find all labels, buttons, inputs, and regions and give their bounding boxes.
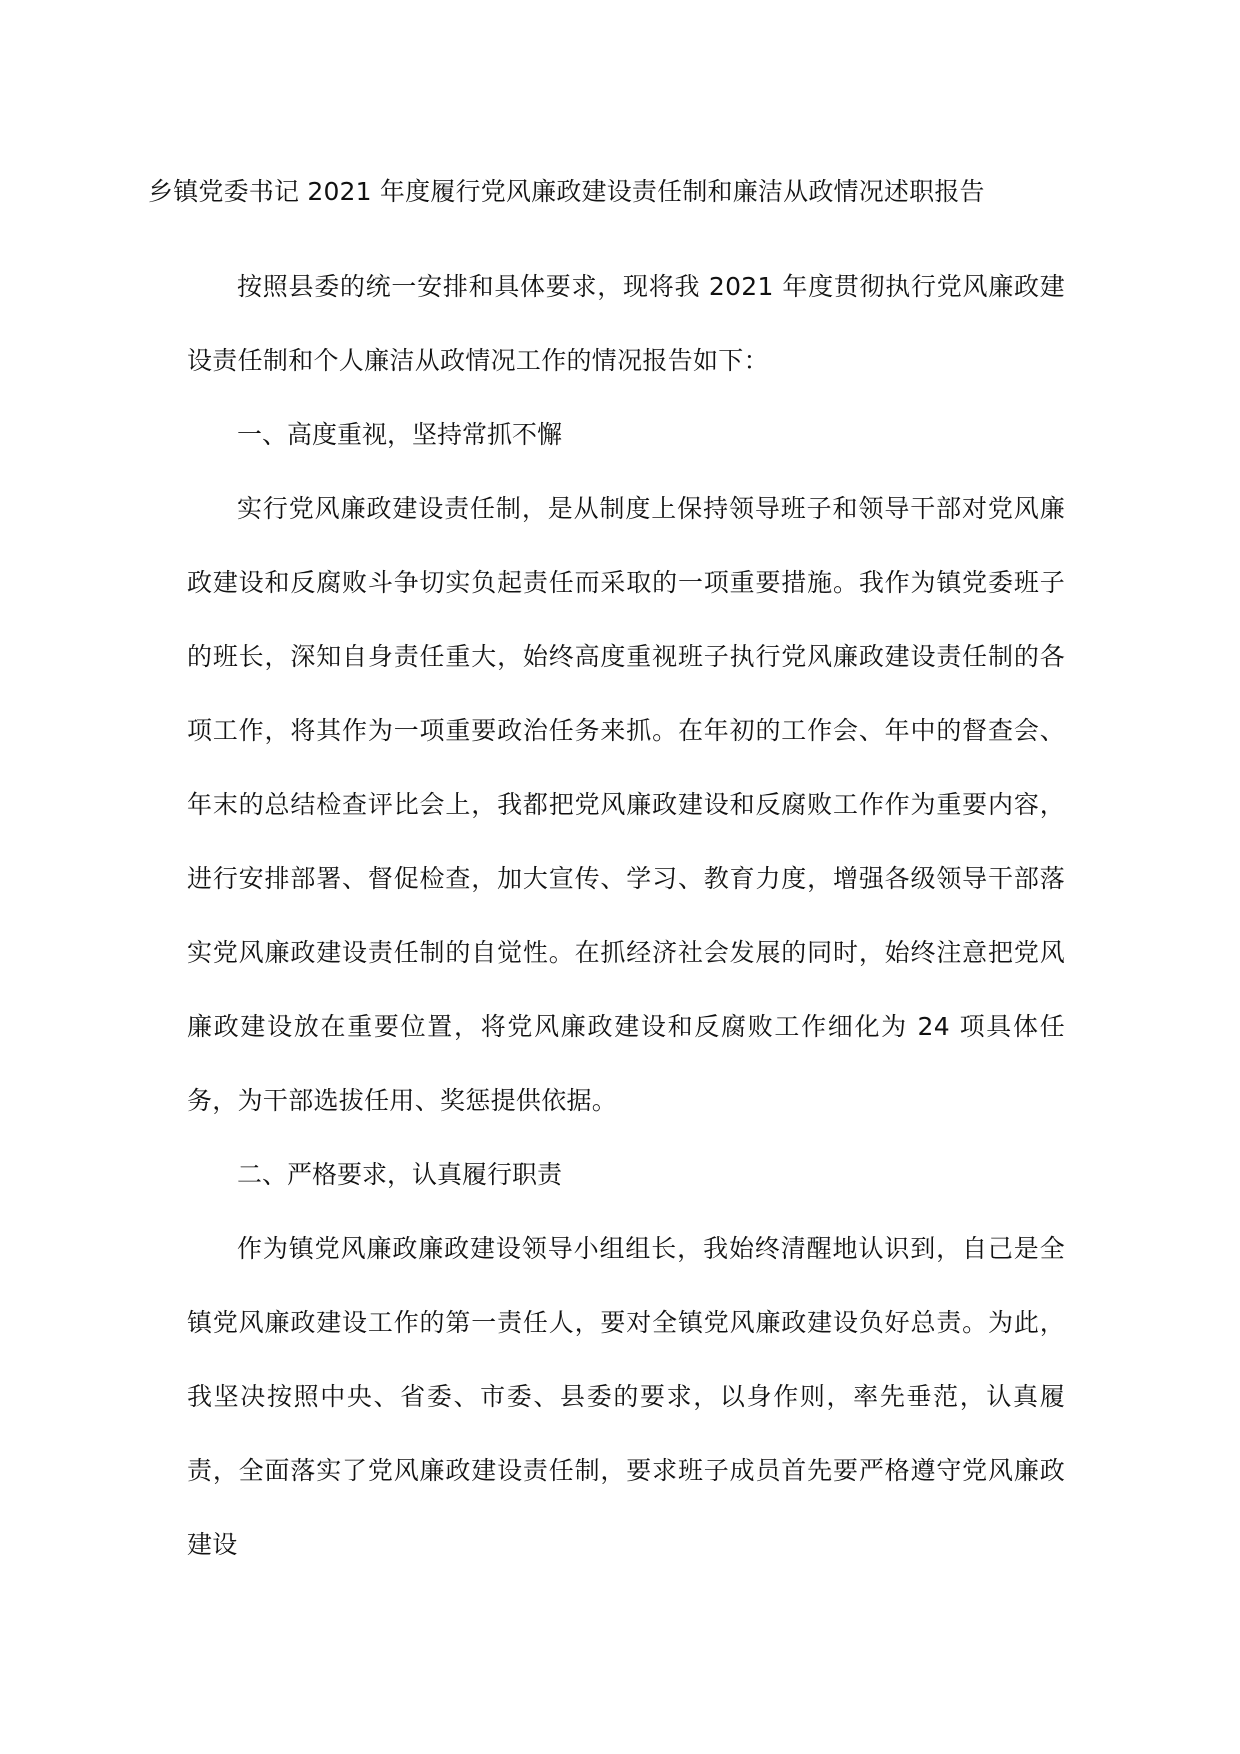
section-1-paragraph: 实行党风廉政建设责任制，是从制度上保持领导班子和领导干部对党风廉政建设和反腐败斗争切实负起责任而采取的一项重要措施。我作为镇党委班子的班长，深知自身责任重大，始终高度重视班子执行党风廉政建设责任制的各项工作，将其作为一项重要政治任务来抓。在年初的工作会、年中的督查会、年末的总结检查评比会上，我都把党风廉政建设和反腐败工作作为重要内容，进行安排部署、督促检查，加大宣传、学习、教育力度，增强各级领导干部落实党风廉政建设责任制的自觉性。在抓经济社会发展的同时，始终注意把党风廉政建设放在重要位置，将党风廉政建设和反腐败工作细化为 24 项具体任务，为干部选拔任用、奖惩提供依据。 <box>187 494 1065 1115</box>
section-2-paragraph: 作为镇党风廉政廉政建设领导小组组长，我始终清醒地认识到，自己是全镇党风廉政建设工作的第一责任人，要对全镇党风廉政建设负好总责。为此，我坚决按照中央、省委、市委、县委的要求，以身作则，率先垂范，认真履责，全面落实了党风廉政建设责任制，要求班子成员首先要严格遵守党风廉政建设 <box>187 1234 1065 1559</box>
section-1-heading: 一、高度重视，坚持常抓不懈 <box>237 420 563 449</box>
intro-paragraph: 按照县委的统一安排和具体要求，现将我 2021 年度贯彻执行党风廉政建设责任制和个人廉洁从政情况工作的情况报告如下： <box>187 272 1065 375</box>
document-title: 乡镇党委书记 2021 年度履行党风廉政建设责任制和廉洁从政情况述职报告 <box>148 177 985 206</box>
section-2-heading: 二、严格要求，认真履行职责 <box>237 1160 563 1189</box>
document-body <box>187 250 1065 1582</box>
